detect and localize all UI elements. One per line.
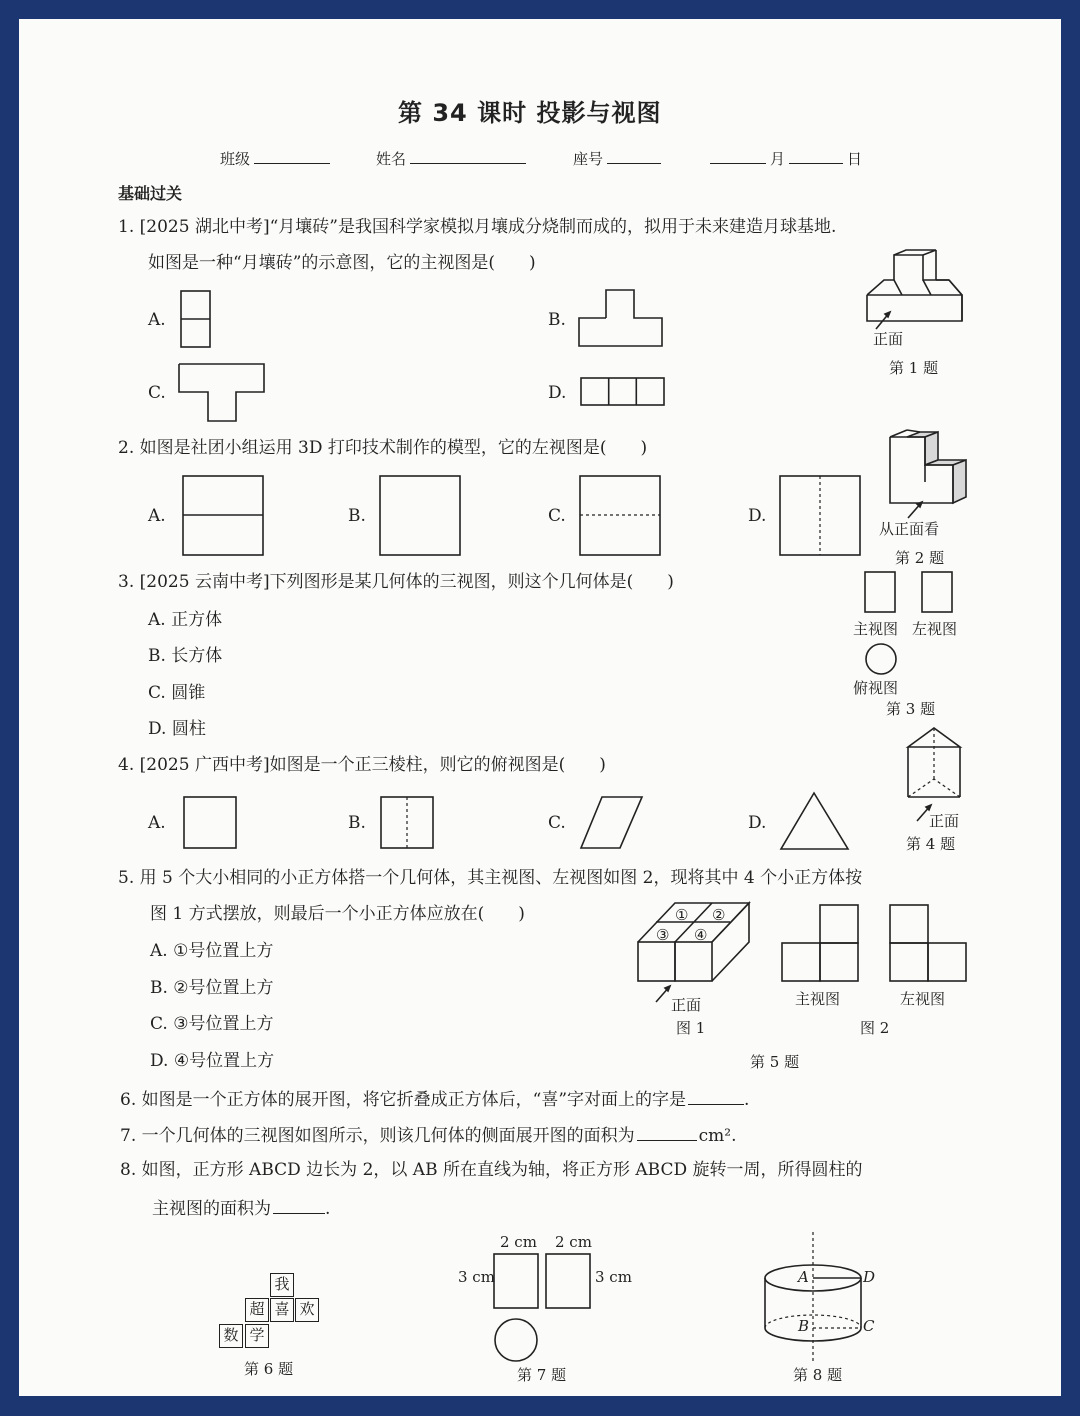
- seat-field: 座号: [573, 147, 661, 169]
- q4-option-d-figure: [780, 792, 850, 852]
- q4-option-d: D.: [748, 813, 767, 833]
- net-cell-2: 超: [245, 1298, 269, 1322]
- q7-height-1: 3 cm: [458, 1268, 495, 1286]
- q4-option-b: B.: [348, 813, 366, 833]
- q5-fig2-label: 图 2: [860, 1019, 890, 1037]
- q1-option-c: C.: [148, 383, 166, 403]
- q2-option-d: D.: [748, 506, 767, 526]
- net-cell-6: 学: [245, 1324, 269, 1348]
- q5-front-label: 正面: [671, 996, 702, 1014]
- q1-option-c-figure: [178, 363, 266, 423]
- q5-line2: 图 1 方式摆放，则最后一个小正方体应放在( ): [150, 904, 525, 924]
- net-cell-3: 喜: [270, 1298, 294, 1322]
- q8-line1: 8. 如图，正方形 ABCD 边长为 2，以 AB 所在直线为轴，将正方形 ABCD 旋转一周，所得圆柱的: [120, 1160, 863, 1180]
- q2-front-view-label: 从正面看: [879, 520, 940, 538]
- q3-front-view-label: 主视图: [853, 620, 899, 638]
- q5-left-view-label: 左视图: [900, 990, 946, 1008]
- q1-option-d-figure: [580, 377, 666, 407]
- q5-left-view-figure: [889, 904, 969, 984]
- q8-point-b: B: [798, 1317, 810, 1335]
- q1-option-d: D.: [548, 383, 567, 403]
- q5-line1: 5. 用 5 个大小相同的小正方体搭一个几何体，其主视图、左视图如图 2，现将其中 4 个小正方体按: [118, 868, 863, 888]
- q8-cylinder-figure: [750, 1232, 890, 1362]
- net-cell-4: 欢: [295, 1298, 319, 1322]
- q2-caption: 第 2 题: [895, 549, 945, 567]
- q1-line2: 如图是一种“月壤砖”的示意图，它的主视图是( ): [148, 253, 536, 273]
- q4-option-c-figure: [580, 796, 644, 850]
- q3-caption: 第 3 题: [886, 700, 936, 718]
- net-cell-1: 我: [270, 1273, 294, 1297]
- q2-option-c: C.: [548, 506, 566, 526]
- q6-caption: 第 6 题: [244, 1360, 294, 1378]
- q8-line2: 主视图的面积为 .: [152, 1199, 331, 1219]
- q5-front-view-label: 主视图: [795, 990, 841, 1008]
- q8-point-a: A: [798, 1268, 809, 1286]
- q3-front-view-figure: [864, 571, 896, 613]
- q4-option-b-figure: [380, 796, 435, 850]
- q4-option-a-figure: [183, 796, 238, 850]
- q4-option-a: A.: [148, 813, 166, 833]
- q1-line1: 1. [2025 湖北中考]“月壤砖”是我国科学家模拟月壤成分烧制而成的，拟用于未来建造月球基地.: [118, 217, 837, 237]
- q1-caption: 第 1 题: [889, 359, 939, 377]
- q8-caption: 第 8 题: [793, 1366, 843, 1384]
- q5-option-d: D. ④号位置上方: [150, 1051, 275, 1071]
- q1-option-b: B.: [548, 310, 566, 330]
- q8-point-c: C: [863, 1317, 875, 1335]
- q7-height-2: 3 cm: [595, 1268, 632, 1286]
- q5-marker-2: ②: [712, 906, 726, 924]
- q2-option-b-figure: [379, 475, 463, 557]
- q5-marker-4: ④: [694, 926, 708, 944]
- q2-text: 2. 如图是社团小组运用 3D 打印技术制作的模型，它的左视图是( ): [118, 438, 648, 458]
- page-title: 第 34 课时 投影与视图: [398, 99, 662, 127]
- date-field: 月 日: [710, 147, 862, 169]
- q5-marker-1: ①: [675, 906, 689, 924]
- q2-option-b: B.: [348, 506, 366, 526]
- q8-point-d: D: [863, 1268, 876, 1286]
- q5-fig1-label: 图 1: [676, 1019, 706, 1037]
- q4-front-label: 正面: [929, 812, 960, 830]
- q2-option-a-figure: [182, 475, 266, 557]
- q2-3d-model-figure: [882, 432, 972, 522]
- q5-marker-3: ③: [656, 926, 670, 944]
- q1-option-a: A.: [148, 310, 166, 330]
- q6-text: 6. 如图是一个正方体的展开图，将它折叠成正方体后，“喜”字对面上的字是 .: [120, 1090, 750, 1110]
- q3-option-d: D. 圆柱: [148, 719, 206, 739]
- q3-text: 3. [2025 云南中考]下列图形是某几何体的三视图，则这个几何体是( ): [118, 572, 674, 592]
- q5-option-a: A. ①号位置上方: [150, 941, 274, 961]
- q4-text: 4. [2025 广西中考]如图是一个正三棱柱，则它的俯视图是( ): [118, 755, 606, 775]
- q4-caption: 第 4 题: [906, 835, 956, 853]
- q1-moon-brick-figure: [862, 250, 972, 332]
- q7-width-1: 2 cm: [500, 1233, 537, 1251]
- q3-top-view-label: 俯视图: [853, 679, 899, 697]
- name-field: 姓名: [376, 147, 526, 169]
- q7-text: 7. 一个几何体的三视图如图所示，则该几何体的侧面展开图的面积为 cm².: [120, 1126, 737, 1146]
- q3-left-view-figure: [921, 571, 953, 613]
- q3-option-c: C. 圆锥: [148, 683, 206, 703]
- class-field: 班级: [220, 147, 330, 169]
- q5-front-view-figure: [781, 904, 861, 984]
- q2-option-d-figure: [779, 475, 863, 557]
- q5-figure-1-cubes: [634, 902, 756, 1006]
- section-heading: 基础过关: [118, 184, 183, 203]
- q5-option-b: B. ②号位置上方: [150, 978, 274, 998]
- q3-option-b: B. 长方体: [148, 646, 223, 666]
- q1-front-label: 正面: [873, 330, 904, 348]
- q7-three-views-figure: [455, 1230, 635, 1365]
- q1-option-a-figure: [180, 290, 212, 348]
- q3-option-a: A. 正方体: [148, 610, 223, 630]
- q3-top-view-figure: [865, 643, 899, 677]
- q2-option-a: A.: [148, 506, 166, 526]
- q1-option-b-figure: [578, 289, 664, 349]
- q5-caption: 第 5 题: [750, 1053, 800, 1071]
- q3-left-view-label: 左视图: [912, 620, 958, 638]
- q5-option-c: C. ③号位置上方: [150, 1014, 274, 1034]
- q7-width-2: 2 cm: [555, 1233, 592, 1251]
- net-cell-5: 数: [219, 1324, 243, 1348]
- q7-caption: 第 7 题: [517, 1366, 567, 1384]
- q2-option-c-figure: [579, 475, 663, 557]
- q4-option-c: C.: [548, 813, 566, 833]
